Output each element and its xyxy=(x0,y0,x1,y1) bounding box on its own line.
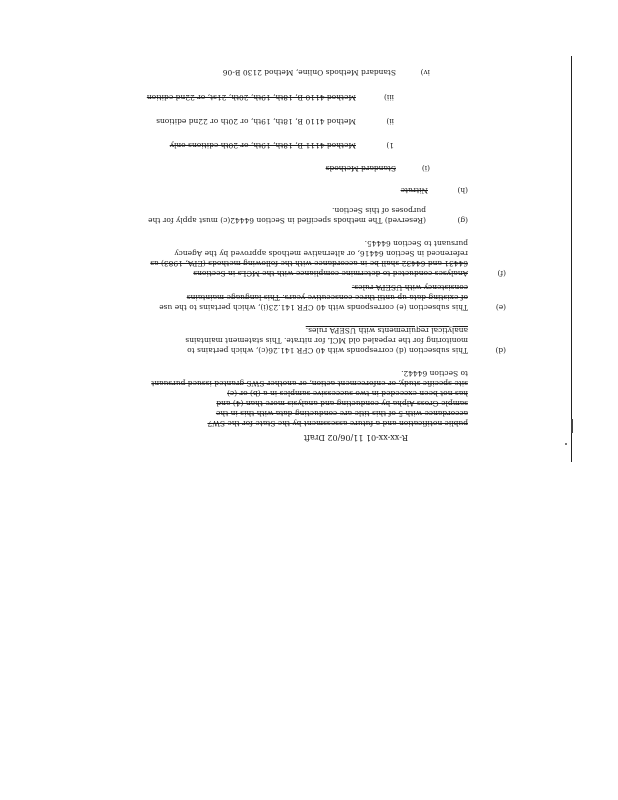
paragraph-line: to Section 64442. xyxy=(401,369,468,378)
paragraph-line: Analyses conducted to determine compliance with the MCLs in Sections xyxy=(193,269,468,278)
paragraph-line: pursuant to Section 64445. xyxy=(364,239,468,248)
paragraph-number: (d) xyxy=(495,346,506,355)
paragraph-line: This subsection (e) corresponds with 40 CFR 141.23(i), which pertains to the use xyxy=(159,303,468,312)
paragraph-line: site specific study, or enforcement action, or another SWS granted issued pursuant xyxy=(151,379,468,388)
list-item: Nitrate xyxy=(400,186,428,195)
paragraph-number: (f) xyxy=(497,269,506,278)
list-number: iv) xyxy=(420,68,430,77)
paragraph-line: sample Gross Alpha by conducting and analysis more than (4) and xyxy=(216,399,468,408)
document-header: R-xx-xx-01 11/06/02 Draft xyxy=(303,433,408,442)
list-item: Standard Methods Online, Method 2130 B-06 xyxy=(222,68,396,77)
paragraph-line: of existing data up until three consecutive years. This language maintains xyxy=(186,293,468,302)
paragraph-line: accordance with 5 of this title are conducting data with this in the xyxy=(215,409,468,418)
list-item: Method 4110 B, 18th, 19th, or 20th or 22nd editions xyxy=(156,117,356,126)
list-number: (h) xyxy=(457,186,468,195)
list-number: ii) xyxy=(386,117,394,126)
paragraph-line: 64431 and 64432 shall be in accordance with the following methods (EPA, 1983) as xyxy=(150,259,468,268)
list-item: Method 4110 B, 18th, 19th, 20th, 21st, or 22nd edition xyxy=(146,93,356,102)
paragraph-line: referenced in Section 64416, or alternative methods approved by the Agency xyxy=(174,249,468,258)
paragraph-number: (e) xyxy=(495,303,506,312)
paragraph-line: (Reserved) The methods specified in Section 64442(c) must apply for the xyxy=(148,216,426,225)
list-item: Standard Methods xyxy=(325,164,396,173)
paragraph-line: monitoring for the repealed old MCL for nitrate. This statement maintains xyxy=(185,336,468,345)
list-number: iii) xyxy=(384,93,394,102)
paragraph-line: purposes of this Section. xyxy=(331,206,426,215)
paragraph-line: analytical requirements with USEPA rules. xyxy=(305,326,468,335)
paragraph-line: public notification and a future assessment by the State for the SW7 xyxy=(207,419,468,428)
paragraph-number: (g) xyxy=(457,216,468,225)
paragraph-line: consistency with USEPA rules. xyxy=(351,283,468,292)
list-item: Method 4111 B, 18th, 19th, or 20th editions only xyxy=(169,141,356,150)
paragraph-line: has not been exceeded in two successive samples in a (b) or (c) xyxy=(227,389,468,398)
list-number: (i) xyxy=(421,164,430,173)
paragraph-line: This subsection (d) corresponds with 40 CFR 141.26(c), which pertains to xyxy=(187,346,468,355)
list-number: 1) xyxy=(386,141,394,150)
